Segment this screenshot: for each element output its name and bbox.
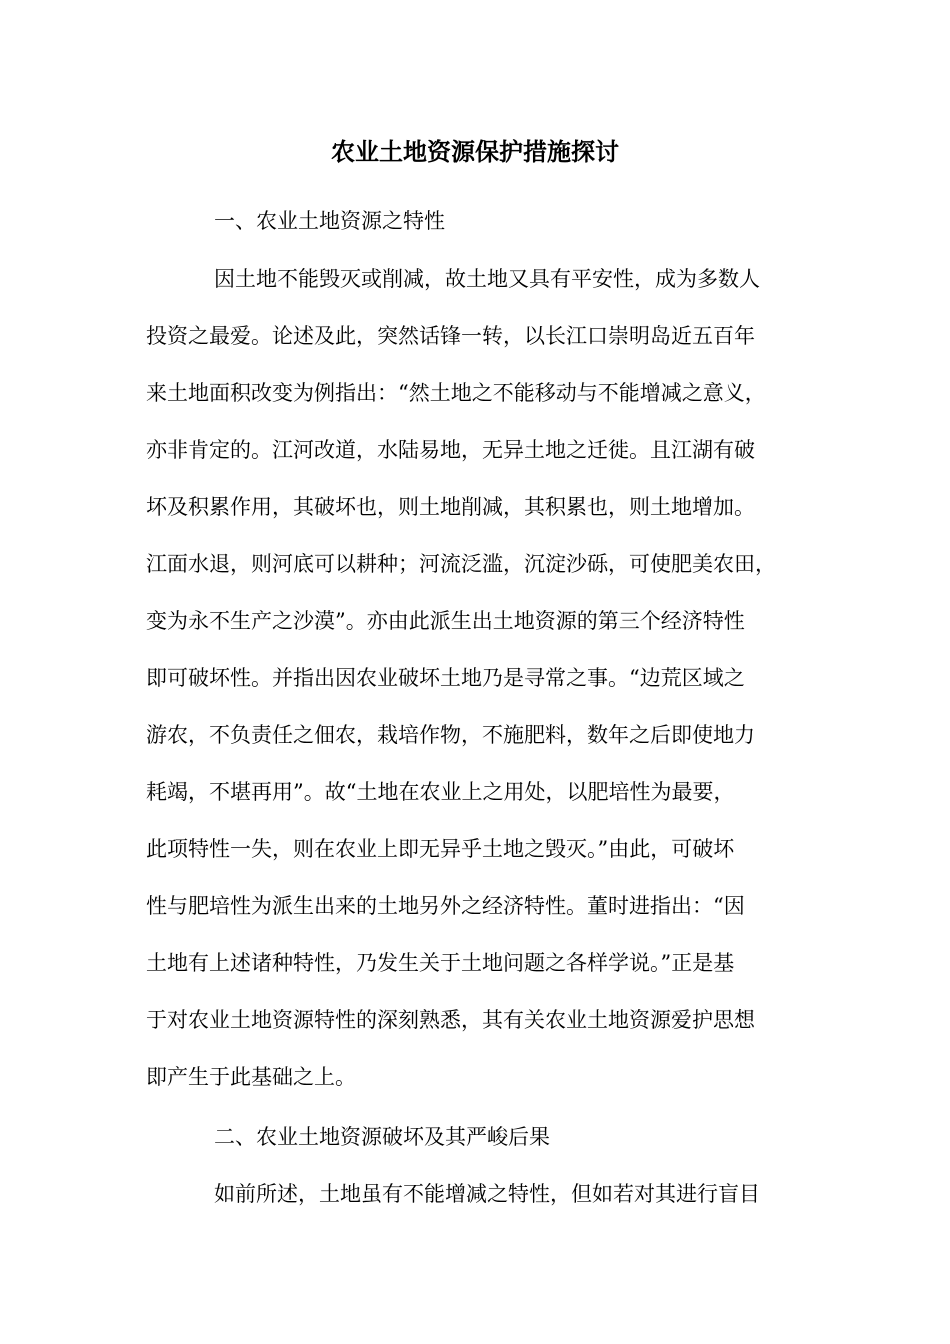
paragraph-line: 来土地面积改变为例指出：“然土地之不能移动与不能增减之意义， [146,381,766,405]
paragraph-line: 即可破坏性。并指出因农业破坏土地乃是寻常之事。“边荒区域之 [146,666,745,690]
document-title: 农业土地资源保护措施探讨 [331,137,619,166]
paragraph-line: 变为永不生产之沙漠”。亦由此派生出土地资源的第三个经济特性 [146,609,745,633]
paragraph-line: 游农，不负责任之佃农，栽培作物，不施肥料，数年之后即使地力 [146,723,755,747]
paragraph-line: 亦非肯定的。江河改道，水陆易地，无异土地之迁徙。且江湖有破 [146,438,755,462]
paragraph-line: 土地有上述诸种特性，乃发生关于土地问题之各样学说。”正是基 [146,951,735,975]
paragraph-line: 耗竭，不堪再用”。故“土地在农业上之用处，以肥培性为最要， [146,780,735,804]
paragraph-line: 因土地不能毁灭或削减，故土地又具有平安性，成为多数人 [214,267,760,291]
paragraph-line: 如前所述，土地虽有不能增减之特性，但如若对其进行盲目 [214,1182,760,1206]
paragraph-line: 投资之最爱。论述及此，突然话锋一转，以长江口崇明岛近五百年 [146,324,755,348]
paragraph-line: 江面水退，则河底可以耕种；河流泛滥，沉淀沙砾，可使肥美农田， [146,552,776,576]
paragraph-line: 坏及积累作用，其破坏也，则土地削减，其积累也，则土地增加。 [146,495,755,519]
paragraph-line: 此项特性一失，则在农业上即无异乎土地之毁灭。”由此，可破坏 [146,837,735,861]
paragraph-line: 性与肥培性为派生出来的土地另外之经济特性。董时进指出：“因 [146,894,745,918]
paragraph-line: 于对农业土地资源特性的深刻熟悉，其有关农业土地资源爱护思想 [146,1008,755,1032]
paragraph-line: 即产生于此基础之上。 [146,1065,356,1089]
section-heading-2: 二、农业土地资源破坏及其严峻后果 [214,1125,550,1149]
section-heading-1: 一、农业土地资源之特性 [214,209,445,233]
